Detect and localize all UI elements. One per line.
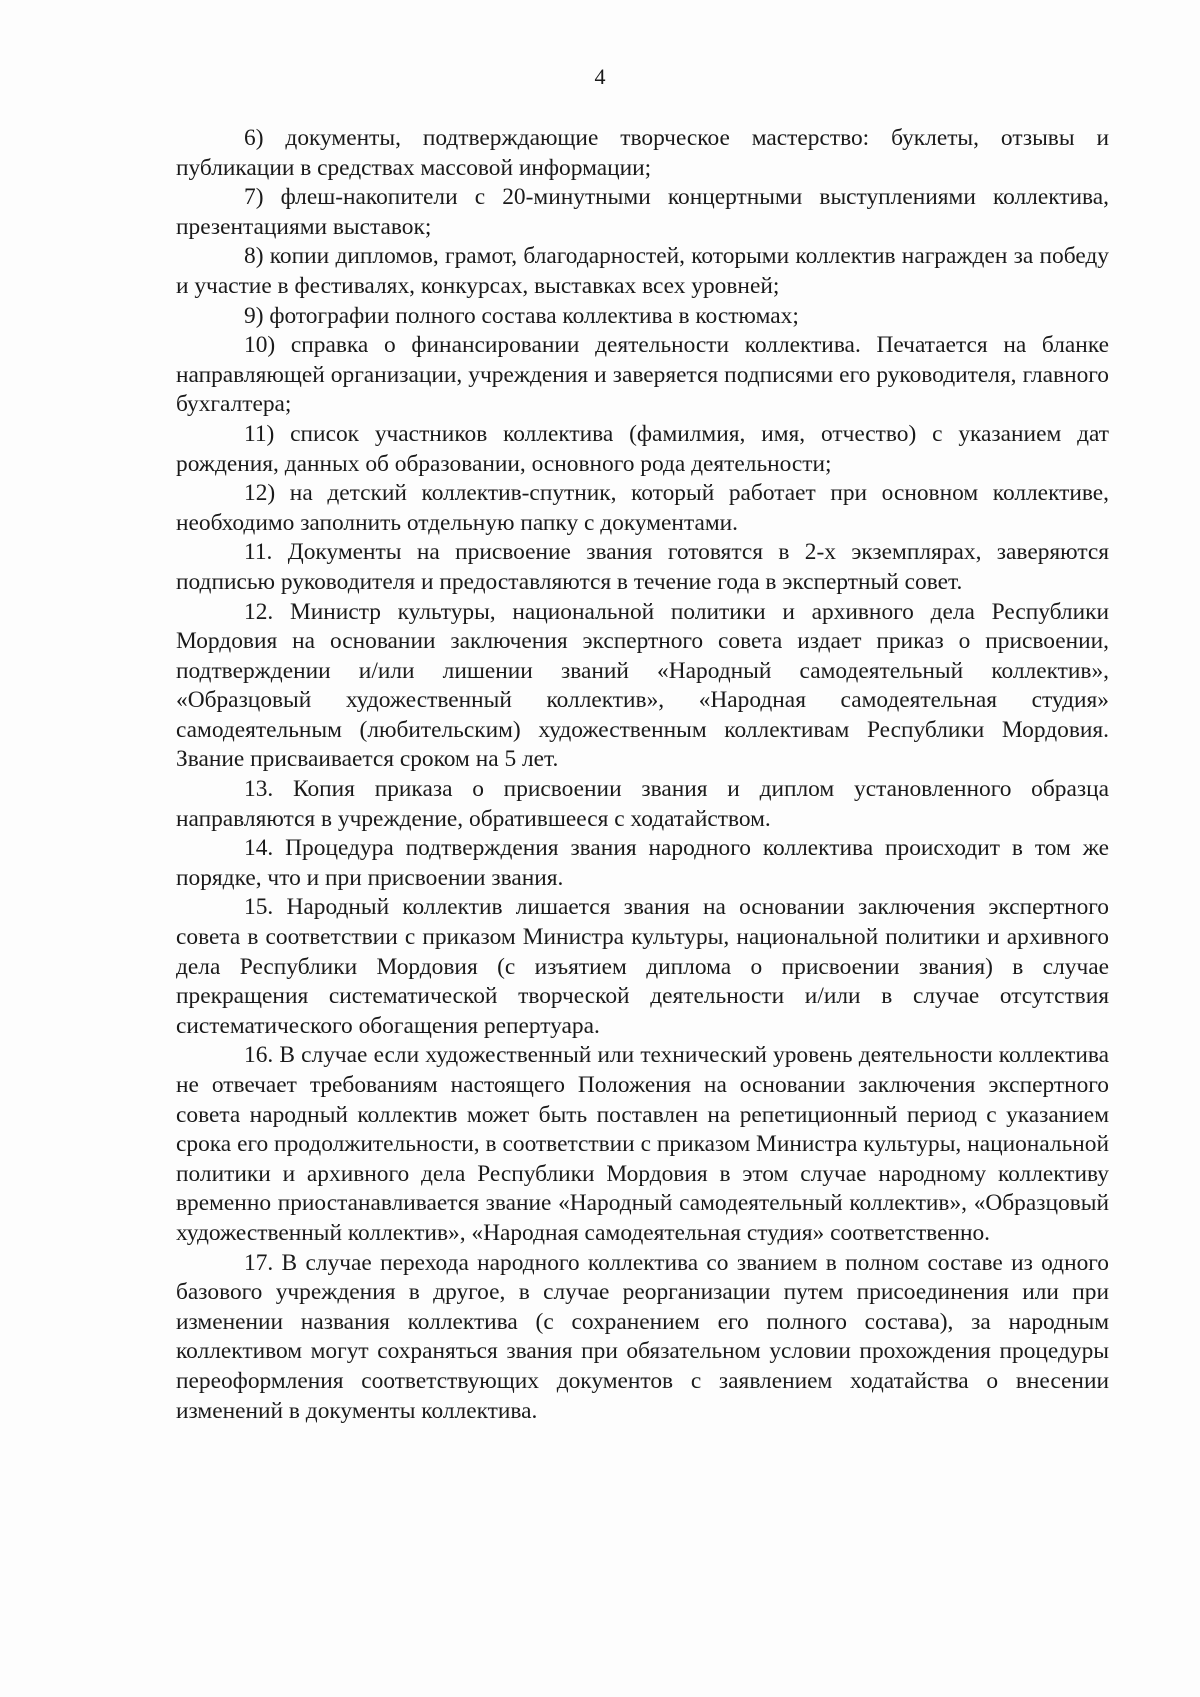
paragraph-item-10-financing: 10) справка о финансировании деятельности коллектива. Печатается на бланке направляющей организации, учреждения и заверяется подписями его руководителя, главного бухгалтера; [176,332,1109,418]
paragraph-item-12-child-collective: 12) на детский коллектив-спутник, который работает при основном коллективе, необходимо заполнить отдельную папку с документами. [176,480,1109,536]
paragraph-section-14: 14. Процедура подтверждения звания народного коллектива происходит в том же порядке, что и при присвоении звания. [176,835,1109,891]
paragraph-section-17: 17. В случае перехода народного коллектива со званием в полном составе из одного базового учреждения в другое, в случае реорганизации путем присоединения или при изменении названия коллектива (с сохранением его полного состава), за народным коллективом могут сохраняться звания при обязательном условии прохождения процедуры переоформления соответствующих документов с заявлением ходатайства о внесении изменений в документы коллектива. [176,1249,1109,1424]
document-body [176,124,1109,1426]
paragraph-section-16: 16. В случае если художественный или технический уровень деятельности коллектива не отвечает требованиям настоящего Положения на основании заключения экспертного совета народный коллектив может быть поставлен на репетиционный период с указанием срока его продолжительности, в соответствии с приказом Министра культуры, национальной политики и архивного дела Республики Мордовия в этом случае народному коллективу временно приостанавливается звание «Народный самодеятельный коллектив», «Образцовый художественный коллектив», «Народная самодеятельная студия» соответственно. [176,1042,1109,1246]
paragraph-item-6-documents: 6) документы, подтверждающие творческое мастерство: буклеты, отзывы и публикации в средствах массовой информации; [176,125,1109,181]
paragraph-item-11-members-list: 11) список участников коллектива (фамилмия, имя, отчество) с указанием дат рождения, данных об образовании, основного рода деятельности; [176,420,1109,477]
paragraph-section-13: 13. Копия приказа о присвоении звания и диплом установленного образца направляются в учреждение, обратившееся с ходатайством. [176,776,1109,832]
paragraph-item-9-photos: 9) фотографии полного состава коллектива в костюмах; [244,302,799,329]
paragraph-section-12: 12. Министр культуры, национальной политики и архивного дела Республики Мордовия на основании заключения экспертного совета издает приказ о присвоении, подтверждении и/или лишении званий «Народный самодеятельный коллектив», «Образцовый художественный коллектив», «Народная самодеятельная студия» самодеятельным (любительским) художественным коллективам Республики Мордовия. Звание присваивается сроком на 5 лет. [176,598,1109,773]
paragraph-item-7-flash-drives: 7) флеш-накопители с 20-минутными концертными выступлениями коллектива, презентациями выставок; [176,184,1109,240]
paragraph-item-8-diplomas: 8) копии дипломов, грамот, благодарностей, которыми коллектив награжден за победу и участие в фестивалях, конкурсах, выставках всех уровней; [176,243,1109,299]
paragraph-section-11: 11. Документы на присвоение звания готовятся в 2-х экземплярах, заверяются подписью руководителя и предоставляются в течение года в экспертный совет. [176,539,1109,595]
page-number: 4 [594,64,606,89]
paragraph-section-15: 15. Народный коллектив лишается звания на основании заключения экспертного совета в соответствии с приказом Министра культуры, национальной политики и архивного дела Республики Мордовия (с изъятием диплома о присвоении звания) в случае прекращения систематической творческой деятельности и/или в случае отсутствия систематического обогащения репертуара. [176,894,1109,1039]
